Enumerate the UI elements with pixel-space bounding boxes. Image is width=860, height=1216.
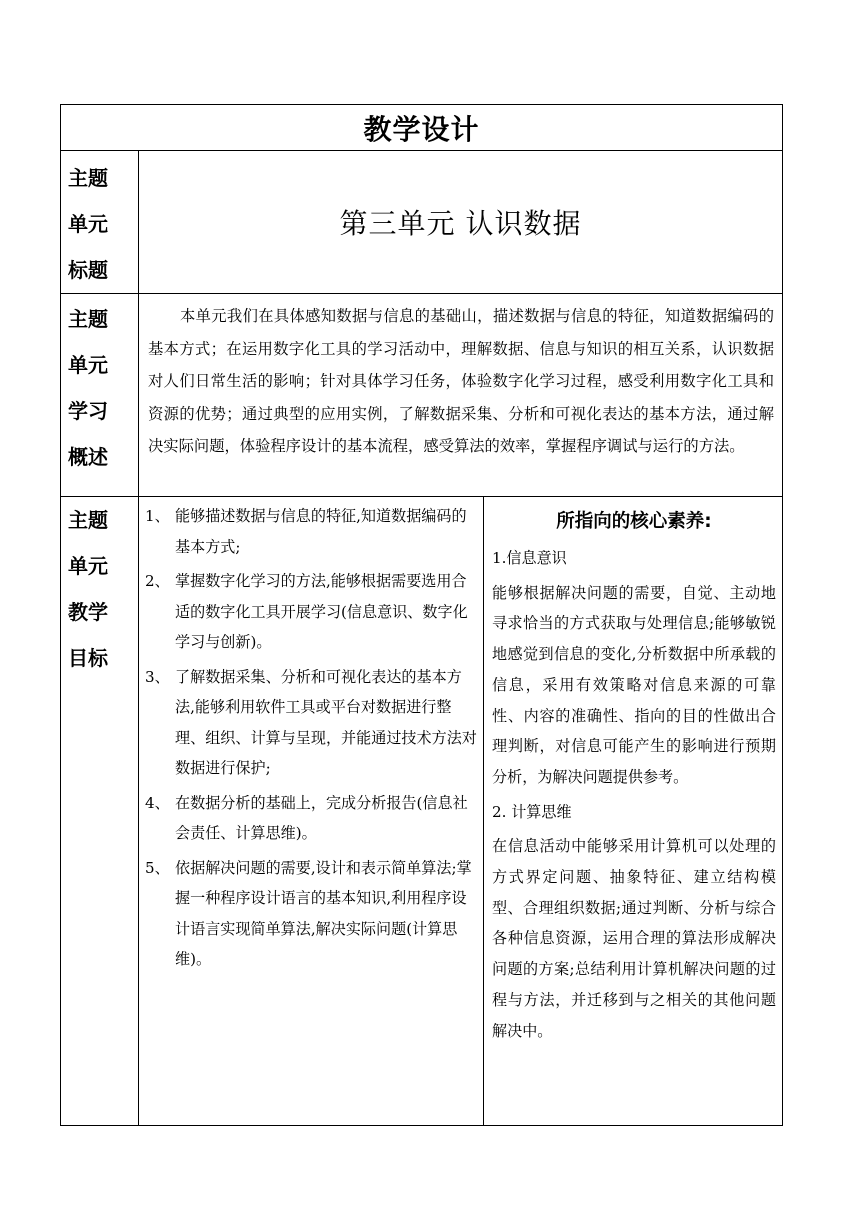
goal-item	[145, 853, 479, 975]
label-line: 主题	[68, 166, 108, 190]
core-subtitle: 1.信息意识	[492, 549, 567, 567]
label-line: 单元	[68, 554, 108, 578]
core-paragraph: 能够根据解决问题的需要，自觉、主动地寻求恰当的方式获取与处理信息;能够敏锐地感觉到信息的变化,分析数据中所承载的信息，采用有效策略对信息来源的可靠性、内容的准确性、指向的目的性做出合理判断，对信息可能产生的影响进行预期分析，为解决问题提供参考。	[492, 583, 777, 786]
label-line: 教学	[68, 600, 108, 624]
unit-title-label	[61, 151, 139, 294]
goal-number: 5、	[145, 858, 170, 877]
goals-list	[139, 497, 484, 1126]
goal-item	[145, 788, 479, 849]
goal-number: 1、	[145, 507, 170, 525]
goal-text: 掌握数字化学习的方法,能够根据需要选用合适的数字化工具开展学习(信息意识、数字化学习与创新)。	[175, 572, 468, 651]
label-line: 学习	[68, 399, 108, 423]
overview-row	[61, 294, 783, 497]
label-line: 目标	[68, 646, 108, 670]
teaching-design-table	[60, 104, 783, 1126]
core-subtitle: 2. 计算思维	[492, 802, 572, 821]
core-competencies	[484, 497, 783, 1126]
goal-item	[145, 501, 479, 562]
label-line: 单元	[68, 353, 108, 377]
label-line: 主题	[68, 508, 108, 532]
label-line: 标题	[68, 258, 108, 282]
goal-item	[145, 662, 479, 784]
goals-label	[61, 497, 139, 1126]
goal-text: 在数据分析的基础上，完成分析报告(信息社会责任、计算思维)。	[175, 793, 468, 842]
goal-text: 依据解决问题的需要,设计和表示简单算法;掌握一种程序设计语言的基本知识,利用程序设计语言实现简单算法,解决实际问题(计算思维)。	[175, 858, 472, 968]
document-title: 教学设计	[61, 105, 783, 151]
overview-text: 本单元我们在具体感知数据与信息的基础山，描述数据与信息的特征，知道数据编码的基本方式；在运用数字化工具的学习活动中，理解数据、信息与知识的相互关系，认识数据对人们日常生活的影响；针对具体学习任务，体验数字化学习过程，感受利用数字化工具和资源的优势；通过典型的应用实例，了解数据采集、分析和可视化表达的基本方法，通过解决实际问题，体验程序设计的基本流程，感受算法的效率，掌握程序调试与运行的方法。	[139, 294, 783, 497]
goals-row	[61, 497, 783, 1126]
goal-text: 能够描述数据与信息的特征,知道数据编码的基本方式;	[175, 507, 467, 556]
goal-item	[145, 566, 479, 658]
unit-title-value: 第三单元 认识数据	[139, 151, 783, 294]
label-line: 单元	[68, 212, 108, 236]
goal-number: 3、	[145, 667, 170, 686]
core-heading: 所指向的核心素养:	[556, 511, 712, 532]
label-line: 主题	[68, 307, 108, 331]
goal-number: 4、	[145, 793, 170, 812]
overview-label	[61, 294, 139, 497]
core-paragraph: 在信息活动中能够采用计算机可以处理的方式界定问题、抽象特征、建立结构模型、合理组织数据;通过判断、分析与综合各种信息资源，运用合理的算法形成解决问题的方案;总结利用计算机解决问题的过程与方法，并迁移到与之相关的其他问题解决中。	[492, 837, 777, 1040]
label-line: 概述	[68, 445, 108, 469]
goal-number: 2、	[145, 572, 170, 590]
title-row	[61, 105, 783, 151]
goal-text: 了解数据采集、分析和可视化表达的基本方法,能够利用软件工具或平台对数据进行整理、组织、计算与呈现，并能通过技术方法对数据进行保护;	[175, 667, 477, 777]
unit-title-row	[61, 151, 783, 294]
